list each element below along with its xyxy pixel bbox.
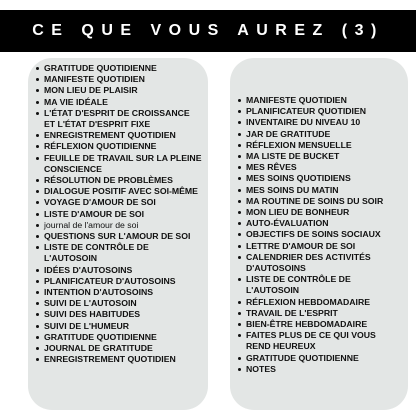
list-item: MES SOINS QUOTIDIENS (238, 173, 402, 184)
list-item: FAITES PLUS DE CE QUI VOUS REND HEUREUX (238, 330, 402, 352)
list-item: journal de l'amour de soi (36, 220, 202, 231)
list-item: PLANIFICATEUR QUOTIDIEN (238, 106, 402, 117)
list-item: MON LIEU DE BONHEUR (238, 207, 402, 218)
list-item: GRATITUDE QUOTIDIENNE (238, 353, 402, 364)
list-item: QUESTIONS SUR L'AMOUR DE SOI (36, 231, 202, 242)
list-item: TRAVAIL DE L'ESPRIT (238, 308, 402, 319)
list-item: VOYAGE D'AMOUR DE SOI (36, 197, 202, 208)
left-item-list (36, 63, 202, 365)
right-list-panel (230, 58, 408, 410)
list-item: RÉFLEXION QUOTIDIENNE (36, 141, 202, 152)
list-item: ENREGISTREMENT QUOTIDIEN (36, 130, 202, 141)
list-item: SUIVI DE L'HUMEUR (36, 321, 202, 332)
list-item: PLANIFICATEUR D'AUTOSOINS (36, 276, 202, 287)
list-item: MANIFESTE QUOTIDIEN (36, 74, 202, 85)
list-item: MES RÊVES (238, 162, 402, 173)
list-item: GRATITUDE QUOTIDIENNE (36, 63, 202, 74)
list-item: GRATITUDE QUOTIDIENNE (36, 332, 202, 343)
list-item: SUIVI DES HABITUDES (36, 309, 202, 320)
left-list-panel (28, 58, 208, 410)
right-item-list (238, 95, 402, 375)
list-item: AUTO-ÉVALUATION (238, 218, 402, 229)
list-item: MA VIE IDÉALE (36, 97, 202, 108)
list-item: LISTE D'AMOUR DE SOI (36, 209, 202, 220)
list-item: INTENTION D'AUTOSOINS (36, 287, 202, 298)
list-item: IDÉES D'AUTOSOINS (36, 265, 202, 276)
list-item: LISTE DE CONTRÔLE DE L'AUTOSOIN (238, 274, 402, 296)
list-item: MON LIEU DE PLAISIR (36, 85, 202, 96)
list-item: MANIFESTE QUOTIDIEN (238, 95, 402, 106)
list-item: FEUILLE DE TRAVAIL SUR LA PLEINE CONSCIENCE (36, 153, 202, 175)
list-item: BIEN-ÊTRE HEBDOMADAIRE (238, 319, 402, 330)
list-item: MA ROUTINE DE SOINS DU SOIR (238, 196, 402, 207)
list-item: INVENTAIRE DU NIVEAU 10 (238, 117, 402, 128)
list-item: ENREGISTREMENT QUOTIDIEN (36, 354, 202, 365)
list-item: OBJECTIFS DE SOINS SOCIAUX (238, 229, 402, 240)
list-item: DIALOGUE POSITIF AVEC SOI-MÊME (36, 186, 202, 197)
list-item: MA LISTE DE BUCKET (238, 151, 402, 162)
list-item: JAR DE GRATITUDE (238, 129, 402, 140)
list-item: RÉFLEXION MENSUELLE (238, 140, 402, 151)
list-item: SUIVI DE L'AUTOSOIN (36, 298, 202, 309)
list-item: NOTES (238, 364, 402, 375)
title-banner (0, 10, 416, 52)
page-title: CE QUE VOUS AUREZ (3) (32, 22, 384, 39)
list-item: LETTRE D'AMOUR DE SOI (238, 241, 402, 252)
list-item: RÉSOLUTION DE PROBLÈMES (36, 175, 202, 186)
list-item: L'ÉTAT D'ESPRIT DE CROISSANCE ET L'ÉTAT D'ESPRIT FIXE (36, 108, 202, 130)
list-item: MES SOINS DU MATIN (238, 185, 402, 196)
list-item: JOURNAL DE GRATITUDE (36, 343, 202, 354)
list-item: RÉFLEXION HEBDOMADAIRE (238, 297, 402, 308)
list-item: LISTE DE CONTRÔLE DE L'AUTOSOIN (36, 242, 202, 264)
list-item: CALENDRIER DES ACTIVITÉS D'AUTOSOINS (238, 252, 402, 274)
